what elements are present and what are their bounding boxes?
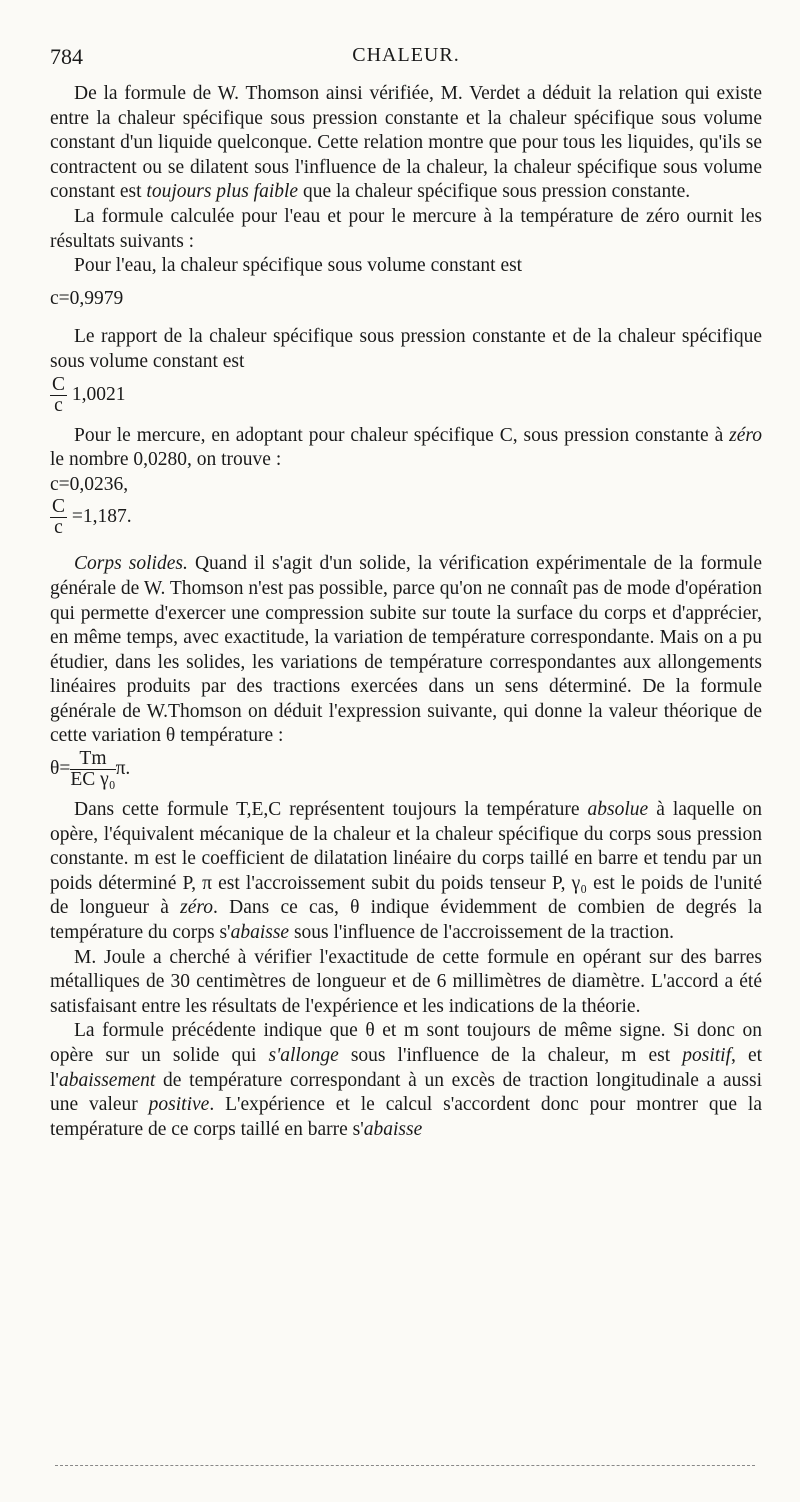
fraction: $\frac{Tm}{\text{EC γ₀}}$: [70, 748, 116, 791]
equation-mercury-c: c=0,0236,: [50, 473, 129, 495]
bottom-rule: [55, 1465, 755, 1466]
paragraph-mercury: Pour le mercure, en adoptant pour chaleur spécifique C, sous pression constante à zéro le nombre 0,0280, on trouve :: [50, 424, 763, 471]
fraction: $\frac{C}{c}$: [52, 496, 66, 539]
paragraph-signs: La formule précédente indique que θ et m sont toujours de même signe. Si donc on opère sur un solide qui s'allonge sous l'influence de la chaleur, m est positif, et l'abaissement de température correspondant à un excès de traction longitudinale a aussi une valeur positive. L'expérience et le calcul s'accordent donc pour montrer que la température de ce corps taillé en barre s'abaisse: [50, 1020, 763, 1140]
page-number: 784: [50, 44, 83, 69]
paragraph-solids: Corps solides. Quand il s'agit d'un solide, la vérification expérimentale de la formule générale de W. Thomson n'est pas possible, parce qu'on ne connaît pas de mode d'opération qui permette d'exercer une compression subite sur toute la surface du corps et d'apprécier, en même temps, avec exactitude, la variation de température correspondante. Mais on a pu étudier, dans les solides, les variations de température correspondantes aux allongements linéaires produits par des tractions exercées dans un sens déterminé. De la formule générale de W.Thomson on déduit l'expression suivante, qui donne la valeur théorique de cette variation θ température :: [50, 553, 762, 747]
equation-water-c: c=0,9979: [50, 287, 124, 309]
running-title: CHALEUR.: [352, 44, 460, 66]
equation-ratio-water: $\frac{C}{c}$ 1,0021: [52, 373, 126, 416]
paragraph-formula-terms: Dans cette formule T,E,C représentent toujours la température absolue à laquelle on opère, l'équivalent mécanique de la chaleur et la chaleur spécifique du corps sous pression constante. m est le coefficient de dilatation linéaire du corps taillé en barre et tendu par un poids déterminé P, π est l'accroissement subit du poids tenseur P, γ₀ est le poids de l'unité de longueur à zéro. Dans ce cas, θ indique évidemment de combien de degrés la température du corps s'abaisse sous l'influence de l'accroissement de la traction.: [50, 799, 763, 944]
page-body: [50, 82, 762, 1142]
paragraph-joule: M. Joule a cherché à vérifier l'exactitude de cette formule en opérant sur des barres métalliques de 30 centimètres de longueur et de 6 millimètres de diamètre. L'accord a été satisfaisant entre les résultats de l'expérience et les indications de la théorie.: [50, 946, 762, 1017]
equation-ratio-mercury: $\frac{C}{c}$ =1,187.: [52, 496, 132, 539]
paragraph-water: Pour l'eau, la chaleur spécifique sous volume constant est: [74, 255, 523, 277]
fraction: $\frac{C}{c}$: [52, 373, 66, 416]
page-header: [50, 44, 762, 74]
paragraph-verdet: De la formule de W. Thomson ainsi vérifiée, M. Verdet a déduit la relation qui existe entre la chaleur spécifique sous pression constante et la chaleur spécifique sous volume constant d'un liquide quelconque. Cette relation montre que pour tous les liquides, qu'ils se contractent ou se dilatent sous l'influence de la chaleur, la chaleur spécifique sous volume constant est toujours plus faible que la chaleur spécifique sous pression constante.: [50, 83, 762, 203]
paragraph-ratio: Le rapport de la chaleur spécifique sous pression constante et de la chaleur spécifique sous volume constant est: [50, 326, 762, 372]
equation-theta: θ= $\frac{Tm}{\text{EC γ₀}}$ π.: [50, 748, 131, 791]
section-heading: Corps solides.: [74, 553, 188, 575]
paragraph-results: La formule calculée pour l'eau et pour le mercure à la température de zéro ournit les résultats suivants :: [50, 205, 762, 252]
